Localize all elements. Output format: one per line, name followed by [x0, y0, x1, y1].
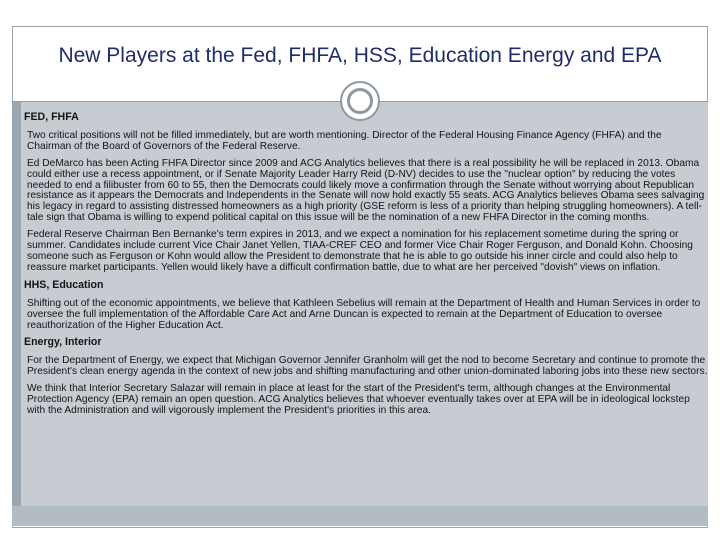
section-heading-hhs-education: HHS, Education	[24, 278, 104, 291]
paragraph: Federal Reserve Chairman Ben Bernanke's term expires in 2013, and we expect a nomination for his replacement sometime during the spring or summer. Candidates include current Vice Chair Janet Yellen, TIAA-CREF CEO and former Vice Chair Roger Ferguson, and Donald Kohn. Choosing someone such as Ferguson or Kohn would allow the President to demonstrate that he is able to go outside his inner circle and could also help to reassure market participants. Yellen would likely have a difficult confirmation battle, due to what are her perceived "dovish" views on inflation.	[27, 229, 693, 273]
paragraph: Ed DeMarco has been Acting FHFA Director since 2009 and ACG Analytics believes that there is a real possibility he will be replaced in 2013. Obama could either use a recess appointment, or if Senate Majority Leader Harry Reid (D-NV) decides to use the "nuclear option" by reducing the votes needed to end a filibuster from 60 to 55, then the Democrats could likely move a confirmation through the Senate without worrying about Republican resistance as it appears the Democrats and Independents in the Senate will now hold exactly 55 seats. ACG Analytics believes Obama sees salvaging his legacy in regard to assisting distressed homeowners as a high priority (GSE reform is less of a priority than helping struggling homeowners). A tell-tale sign that Obama is willing to expend political capital on this issue will be the nomination of a new FHFA Director in the coming months.	[27, 157, 705, 224]
paragraph: For the Department of Energy, we expect that Michigan Governor Jennifer Granholm will get the nod to become Secretary and continue to promote the President's clean energy agenda in the context of new jobs and shifting manufacturing and other union-dominated laboring jobs into these new sectors.	[27, 355, 708, 378]
paragraph: Shifting out of the economic appointments, we believe that Kathleen Sebelius will remain at the Department of Health and Human Services in order to oversee the full implementation of the Affordable Care Act and Arne Duncan is expected to remain at the Department of Education to oversee reauthorization of the Higher Education Act.	[27, 297, 701, 331]
body-text	[24, 112, 708, 423]
slide-title: New Players at the Fed, FHFA, HSS, Education Energy and EPA	[58, 44, 662, 67]
bottom-accent-bar	[12, 506, 708, 526]
paragraph: We think that Interior Secretary Salazar will remain in place at least for the start of the President's term, although changes at the Environmental Protection Agency (EPA) remain an open question. ACG Analytics believes that whoever eventually takes over at EPA will be in ideological lockstep with the Administration and will vigorously implement the President's priorities in this area.	[27, 383, 690, 416]
left-accent-bar	[12, 102, 21, 526]
section-heading-fed-fhfa: FED, FHFA	[24, 111, 79, 123]
section-heading-energy-interior: Energy, Interior	[24, 336, 102, 349]
paragraph: Two critical positions will not be filled immediately, but are worth mentioning. Director of the Federal Housing Finance Agency (FHFA) and the Chairman of the Board of Governors of the Federal Reserve.	[27, 129, 662, 152]
circle-ornament-inner	[347, 88, 373, 114]
circle-ornament-icon	[340, 81, 380, 121]
